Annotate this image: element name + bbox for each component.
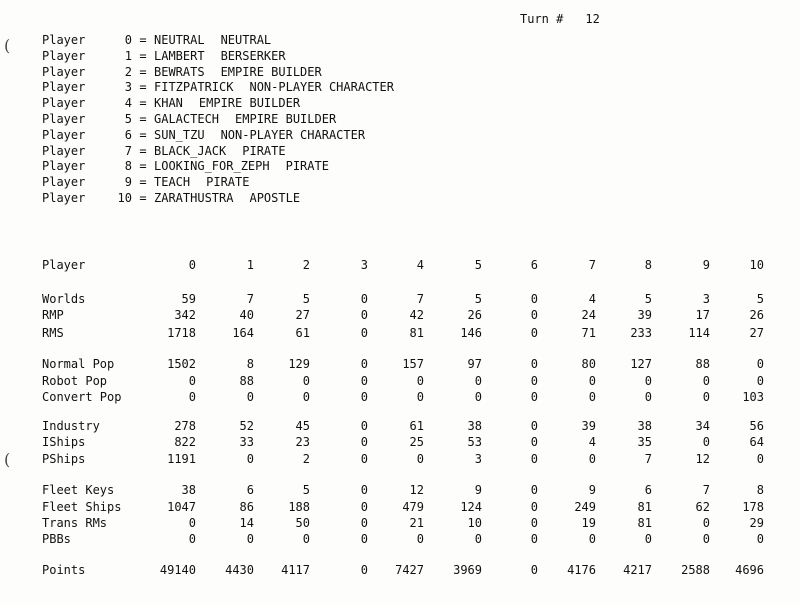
stat-label: RMP <box>42 308 64 322</box>
stat-cell: 3969 <box>453 563 482 577</box>
player-name: SUN_TZU <box>154 127 205 142</box>
player-index: 4 <box>124 96 132 111</box>
stat-cell: 61 <box>409 419 424 433</box>
stat-cell: 71 <box>581 326 596 340</box>
stats-row-fleet-keys <box>0 483 800 499</box>
stats-row-pbbs <box>0 532 800 548</box>
stat-cell: 0 <box>360 374 368 388</box>
stat-cell: 0 <box>588 374 596 388</box>
stat-cell: 53 <box>467 435 482 449</box>
stat-label: Convert Pop <box>42 390 122 404</box>
player-index: 10 <box>117 190 132 205</box>
stat-cell: 0 <box>756 357 764 371</box>
player-role: NON-PLAYER CHARACTER <box>249 80 394 95</box>
player-role: BERSERKER <box>220 48 286 63</box>
stat-cell: 0 <box>530 500 538 514</box>
stat-cell: 0 <box>416 532 424 546</box>
stat-cell: 0 <box>530 452 538 466</box>
margin-bracket-mark: ( <box>4 36 11 55</box>
stat-cell: 0 <box>530 532 538 546</box>
stat-cell: 81 <box>637 500 652 514</box>
player-index: 1 <box>124 48 132 63</box>
stat-cell: 62 <box>695 500 710 514</box>
stat-label: IShips <box>42 435 86 449</box>
stat-cell: 25 <box>409 435 424 449</box>
player-index: 8 <box>124 159 132 174</box>
stat-cell: 0 <box>474 390 482 404</box>
player-name: LAMBERT <box>154 48 205 63</box>
stats-row-points <box>0 563 800 579</box>
stat-cell: 0 <box>360 435 368 449</box>
stat-cell: 0 <box>360 516 368 530</box>
stat-cell: 0 <box>360 483 368 497</box>
stat-cell: 0 <box>530 483 538 497</box>
stat-cell: 0 <box>644 532 652 546</box>
stat-cell: 7 <box>416 292 424 306</box>
stat-cell: 45 <box>295 419 310 433</box>
stat-cell: 38 <box>181 483 196 497</box>
stat-cell: 164 <box>232 326 254 340</box>
player-name: LOOKING_FOR_ZEPH <box>154 159 270 174</box>
player-name: FITZPATRICK <box>154 80 234 95</box>
stat-cell: 39 <box>637 308 652 322</box>
stat-cell: 0 <box>530 357 538 371</box>
stat-cell: 7427 <box>395 563 424 577</box>
player-role: PIRATE <box>242 143 286 158</box>
stat-cell: 5 <box>474 258 482 272</box>
player-label: Player <box>42 190 86 205</box>
stat-cell: 0 <box>530 308 538 322</box>
stat-cell: 49140 <box>159 563 196 577</box>
player-index: 2 <box>124 64 132 79</box>
stat-cell: 0 <box>246 452 254 466</box>
stat-cell: 0 <box>474 532 482 546</box>
stat-cell: 124 <box>460 500 482 514</box>
stat-cell: 38 <box>467 419 482 433</box>
stat-label: Trans RMs <box>42 516 108 530</box>
stat-cell: 81 <box>409 326 424 340</box>
margin-bracket-mark: ( <box>4 450 11 469</box>
player-role: EMPIRE BUILDER <box>220 64 322 79</box>
stat-cell: 0 <box>188 374 196 388</box>
player-label: Player <box>42 111 86 126</box>
stat-cell: 26 <box>749 308 764 322</box>
stat-cell: 12 <box>409 483 424 497</box>
player-label: Player <box>42 175 86 190</box>
stats-row-worlds <box>0 292 800 308</box>
stat-cell: 3 <box>360 258 368 272</box>
stats-row-rmp <box>0 308 800 324</box>
player-label: Player <box>42 96 86 111</box>
stat-cell: 42 <box>409 308 424 322</box>
stat-cell: 7 <box>246 292 254 306</box>
stat-cell: 97 <box>467 357 482 371</box>
stat-cell: 0 <box>588 390 596 404</box>
stat-cell: 52 <box>239 419 254 433</box>
stat-cell: 4 <box>588 292 596 306</box>
turn-label: Turn # <box>520 12 564 26</box>
stats-row-pships <box>0 452 800 468</box>
stat-cell: 80 <box>581 357 596 371</box>
player-name: TEACH <box>154 175 191 190</box>
stat-label: Points <box>42 563 86 577</box>
stat-cell: 5 <box>756 292 764 306</box>
stat-cell: 1502 <box>167 357 196 371</box>
stat-cell: 6 <box>530 258 538 272</box>
stat-cell: 0 <box>530 419 538 433</box>
stat-cell: 0 <box>644 374 652 388</box>
player-label: Player <box>42 48 86 63</box>
player-index: 0 <box>124 33 132 47</box>
stat-cell: 4430 <box>225 563 254 577</box>
stat-cell: 26 <box>467 308 482 322</box>
stat-cell: 178 <box>742 500 764 514</box>
stat-cell: 0 <box>474 374 482 388</box>
stat-cell: 0 <box>360 419 368 433</box>
stat-cell: 40 <box>239 308 254 322</box>
stat-cell: 4117 <box>281 563 310 577</box>
player-label: Player <box>42 80 86 95</box>
stat-cell: 479 <box>402 500 424 514</box>
stat-cell: 0 <box>188 258 196 272</box>
player-role: APOSTLE <box>249 190 301 205</box>
stat-label: Worlds <box>42 292 86 306</box>
equals-sign: = <box>139 159 147 174</box>
stat-cell: 0 <box>302 390 310 404</box>
stat-cell: 6 <box>246 483 254 497</box>
stat-cell: 0 <box>530 374 538 388</box>
stat-label: RMS <box>42 326 64 340</box>
stat-cell: 14 <box>239 516 254 530</box>
turn-number: 12 <box>585 12 600 26</box>
stat-cell: 0 <box>246 532 254 546</box>
stat-cell: 9 <box>474 483 482 497</box>
stats-row-iships <box>0 435 800 451</box>
stat-cell: 0 <box>756 374 764 388</box>
stat-label: Fleet Ships <box>42 500 122 514</box>
stat-cell: 0 <box>360 390 368 404</box>
stat-cell: 0 <box>530 563 538 577</box>
stat-cell: 8 <box>756 483 764 497</box>
stat-cell: 56 <box>749 419 764 433</box>
stat-cell: 27 <box>295 308 310 322</box>
stat-cell: 5 <box>302 483 310 497</box>
stat-cell: 61 <box>295 326 310 340</box>
stat-cell: 0 <box>360 292 368 306</box>
stat-cell: 0 <box>302 374 310 388</box>
stat-cell: 88 <box>239 374 254 388</box>
stat-cell: 1 <box>246 258 254 272</box>
stat-cell: 0 <box>188 390 196 404</box>
equals-sign: = <box>139 190 147 205</box>
player-name: BEWRATS <box>154 64 205 79</box>
stat-cell: 4 <box>588 435 596 449</box>
stat-cell: 33 <box>239 435 254 449</box>
stat-cell: 0 <box>644 390 652 404</box>
stat-cell: 4176 <box>567 563 596 577</box>
stat-cell: 0 <box>702 516 710 530</box>
stat-cell: 0 <box>360 500 368 514</box>
stat-cell: 19 <box>581 516 596 530</box>
stat-cell: 0 <box>588 532 596 546</box>
stat-cell: 17 <box>695 308 710 322</box>
stat-cell: 103 <box>742 390 764 404</box>
stat-cell: 5 <box>474 292 482 306</box>
stat-cell: 0 <box>702 374 710 388</box>
stat-cell: 12 <box>695 452 710 466</box>
stat-cell: 146 <box>460 326 482 340</box>
stat-cell: 7 <box>702 483 710 497</box>
player-name: BLACK_JACK <box>154 143 227 158</box>
stat-cell: 0 <box>302 532 310 546</box>
stat-cell: 27 <box>749 326 764 340</box>
stats-header-row <box>0 258 800 274</box>
stat-cell: 5 <box>302 292 310 306</box>
stat-cell: 38 <box>637 419 652 433</box>
stat-cell: 1047 <box>167 500 196 514</box>
stat-cell: 0 <box>416 452 424 466</box>
player-index: 6 <box>124 127 132 142</box>
stat-cell: 342 <box>174 308 196 322</box>
stat-cell: 4217 <box>623 563 652 577</box>
stats-row-rms <box>0 326 800 342</box>
stat-cell: 0 <box>360 452 368 466</box>
stat-cell: 129 <box>288 357 310 371</box>
stat-cell: 2 <box>302 258 310 272</box>
player-label: Player <box>42 64 86 79</box>
stat-cell: 0 <box>360 357 368 371</box>
player-role: EMPIRE BUILDER <box>235 111 337 126</box>
stat-cell: 822 <box>174 435 196 449</box>
stat-label: Industry <box>42 419 100 433</box>
stat-label: Normal Pop <box>42 357 115 371</box>
stat-cell: 0 <box>530 516 538 530</box>
stat-cell: 5 <box>644 292 652 306</box>
stat-cell: 157 <box>402 357 424 371</box>
stat-cell: 9 <box>588 483 596 497</box>
stat-cell: 0 <box>530 292 538 306</box>
stat-cell: 0 <box>756 452 764 466</box>
player-name: NEUTRAL <box>154 33 205 47</box>
equals-sign: = <box>139 96 147 111</box>
player-role: NEUTRAL <box>220 33 272 47</box>
player-name: ZARATHUSTRA <box>154 190 234 205</box>
stat-cell: 0 <box>416 390 424 404</box>
stat-label: Player <box>42 258 86 272</box>
stat-cell: 88 <box>695 357 710 371</box>
player-label: Player <box>42 159 86 174</box>
stat-label: Fleet Keys <box>42 483 115 497</box>
equals-sign: = <box>139 143 147 158</box>
stat-cell: 249 <box>574 500 596 514</box>
stat-cell: 50 <box>295 516 310 530</box>
player-index: 7 <box>124 143 132 158</box>
stat-label: Robot Pop <box>42 374 108 388</box>
stat-cell: 0 <box>360 308 368 322</box>
stat-cell: 86 <box>239 500 254 514</box>
stat-cell: 0 <box>188 516 196 530</box>
stat-cell: 4696 <box>735 563 764 577</box>
stat-cell: 9 <box>702 258 710 272</box>
stat-cell: 233 <box>630 326 652 340</box>
player-name: KHAN <box>154 96 183 111</box>
stat-cell: 35 <box>637 435 652 449</box>
equals-sign: = <box>139 64 147 79</box>
equals-sign: = <box>139 48 147 63</box>
stats-row-industry <box>0 419 800 435</box>
stat-cell: 29 <box>749 516 764 530</box>
stat-cell: 7 <box>588 258 596 272</box>
stat-cell: 39 <box>581 419 596 433</box>
equals-sign: = <box>139 111 147 126</box>
player-role: PIRATE <box>206 175 250 190</box>
stat-cell: 0 <box>702 390 710 404</box>
stat-cell: 1718 <box>167 326 196 340</box>
player-index: 9 <box>124 175 132 190</box>
stats-row-robot-pop <box>0 374 800 390</box>
stat-cell: 21 <box>409 516 424 530</box>
stats-row-normal-pop <box>0 357 800 373</box>
stat-cell: 59 <box>181 292 196 306</box>
stat-cell: 34 <box>695 419 710 433</box>
stat-cell: 188 <box>288 500 310 514</box>
player-role: NON-PLAYER CHARACTER <box>220 127 366 142</box>
equals-sign: = <box>139 33 147 47</box>
stat-cell: 0 <box>702 532 710 546</box>
equals-sign: = <box>139 127 147 142</box>
equals-sign: = <box>139 80 147 95</box>
stat-cell: 0 <box>360 563 368 577</box>
stat-label: PBBs <box>42 532 71 546</box>
player-label: Player <box>42 127 86 142</box>
player-index: 5 <box>124 111 132 126</box>
stat-cell: 127 <box>630 357 652 371</box>
stat-cell: 0 <box>588 452 596 466</box>
stat-cell: 2 <box>302 452 310 466</box>
stats-row-fleet-ships <box>0 500 800 516</box>
player-role: EMPIRE BUILDER <box>198 96 301 111</box>
stat-cell: 114 <box>688 326 710 340</box>
stat-cell: 6 <box>644 483 652 497</box>
stat-cell: 0 <box>416 374 424 388</box>
stat-cell: 0 <box>756 532 764 546</box>
stat-cell: 0 <box>530 326 538 340</box>
stat-cell: 0 <box>360 532 368 546</box>
stat-cell: 278 <box>174 419 196 433</box>
stat-cell: 4 <box>416 258 424 272</box>
player-label: Player <box>42 143 86 158</box>
stat-cell: 3 <box>702 292 710 306</box>
equals-sign: = <box>139 175 147 190</box>
stat-cell: 8 <box>246 357 254 371</box>
stat-cell: 10 <box>749 258 764 272</box>
player-role: PIRATE <box>285 159 329 174</box>
player-label: Player <box>42 33 86 47</box>
stat-cell: 81 <box>637 516 652 530</box>
stat-cell: 8 <box>644 258 652 272</box>
stat-label: PShips <box>42 452 86 466</box>
player-index: 3 <box>124 80 132 95</box>
stat-cell: 1191 <box>167 452 196 466</box>
stat-cell: 0 <box>360 326 368 340</box>
stat-cell: 10 <box>467 516 482 530</box>
stat-cell: 23 <box>295 435 310 449</box>
stat-cell: 0 <box>188 532 196 546</box>
stat-cell: 2588 <box>681 563 710 577</box>
stat-cell: 0 <box>702 435 710 449</box>
stat-cell: 7 <box>644 452 652 466</box>
stats-row-convert-pop <box>0 390 800 406</box>
stat-cell: 64 <box>749 435 764 449</box>
stat-cell: 3 <box>474 452 482 466</box>
player-name: GALACTECH <box>154 111 220 126</box>
stat-cell: 24 <box>581 308 596 322</box>
stats-row-trans-rms <box>0 516 800 532</box>
stat-cell: 0 <box>530 390 538 404</box>
stat-cell: 0 <box>530 435 538 449</box>
stat-cell: 0 <box>246 390 254 404</box>
